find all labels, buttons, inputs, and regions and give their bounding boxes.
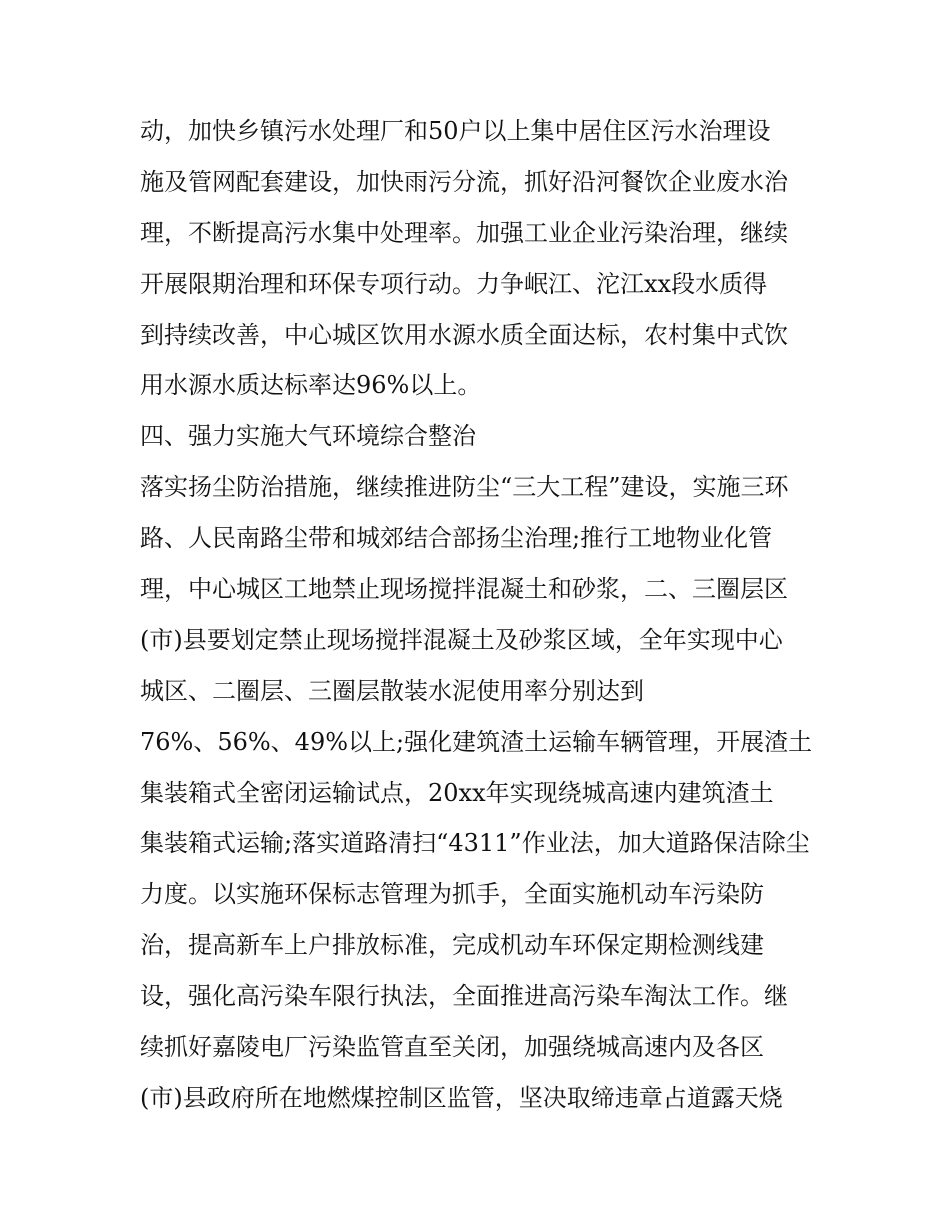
text-line: 动，加快乡镇污水处理厂和50户以上集中居住区污水治理设	[140, 117, 771, 145]
text-line: 到持续改善，中心城区饮用水源水质全面达标，农村集中式饮	[140, 320, 788, 349]
text-line: 城区、二圈层、三圈层散装水泥使用率分别达到	[140, 676, 644, 705]
text-line: 路、人民南路尘带和城郊结合部扬尘治理;推行工地物业化管	[140, 524, 773, 553]
text-line: 治，提高新车上户排放标准，完成机动车环保定期检测线建	[140, 931, 764, 960]
text-line: 集装箱式运输;落实道路清扫“4311”作业法，加大道路保洁除尘	[140, 829, 810, 858]
body-text	[140, 106, 820, 1124]
text-line: (市)县要划定禁止现场搅拌混凝土及砂浆区域，全年实现中心	[140, 625, 783, 654]
text-line: 续抓好嘉陵电厂污染监管直至关闭，加强绕城高速内及各区	[140, 1033, 764, 1062]
text-line: 施及管网配套建设，加快雨污分流，抓好沿河餐饮企业废水治	[140, 167, 788, 196]
text-line: 理，中心城区工地禁止现场搅拌混凝土和砂浆，二、三圈层区	[140, 575, 788, 604]
text-line: (市)县政府所在地燃煤控制区监管，坚决取缔违章占道露天烧	[140, 1083, 783, 1112]
text-line: 设，强化高污染车限行执法，全面推进高污染车淘汰工作。继	[140, 982, 788, 1011]
text-line: 开展限期治理和环保专项行动。力争岷江、沱江xx段水质得	[140, 269, 768, 298]
text-line: 理，不断提高污水集中处理率。加强工业企业污染治理，继续	[140, 218, 788, 247]
text-line: 落实扬尘防治措施，继续推进防尘“三大工程”建设，实施三环	[140, 473, 789, 502]
text-line: 76%、56%、49%以上;强化建筑渣土运输车辆管理，开展渣土	[140, 727, 813, 756]
text-line: 集装箱式全密闭运输试点，20xx年实现绕城高速内建筑渣土	[140, 778, 774, 807]
section-heading: 四、强力实施大气环境综合整治	[140, 422, 476, 451]
text-line: 力度。以实施环保标志管理为抓手，全面实施机动车污染防	[140, 880, 764, 909]
text-line: 用水源水质达标率达96%以上。	[140, 371, 482, 400]
